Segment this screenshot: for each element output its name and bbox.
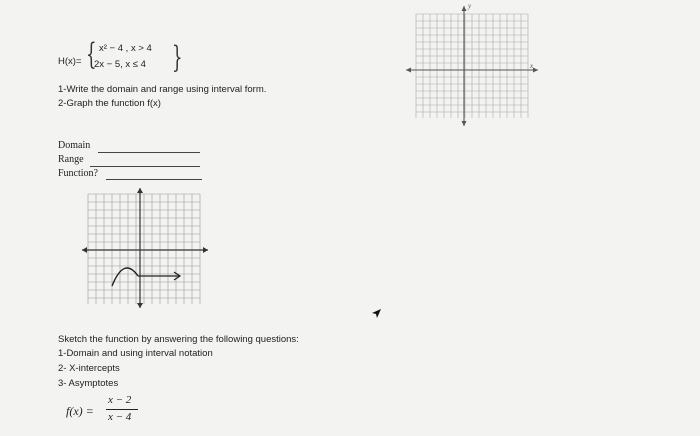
function-question-label: Function?	[58, 168, 98, 179]
right-brace: }	[172, 40, 183, 75]
range-label: Range	[58, 154, 84, 165]
domain-blank[interactable]	[98, 152, 200, 153]
piece-one: x² − 4 , x > 4	[99, 43, 152, 54]
sketch-heading: Sketch the function by answering the following questions:	[58, 334, 299, 345]
graph-top-right	[404, 4, 540, 128]
range-blank[interactable]	[90, 166, 200, 167]
top-graph-x-label: x	[530, 62, 534, 70]
question-asymptotes: 3- Asymptotes	[58, 378, 119, 389]
domain-label: Domain	[58, 140, 91, 151]
graph-middle	[80, 186, 212, 310]
fraction-bar	[106, 409, 138, 410]
function-blank[interactable]	[106, 179, 202, 180]
formula-lhs: f(x) =	[66, 404, 94, 418]
question-domain: 1-Domain and using interval notation	[58, 348, 213, 359]
function-label: H(x)=	[58, 56, 82, 67]
instruction-graph: 2-Graph the function f(x)	[58, 98, 161, 109]
mouse-cursor-icon	[372, 305, 381, 323]
formula-numerator: x − 2	[108, 394, 132, 406]
piece-two: 2x − 5, x ≤ 4	[94, 59, 146, 70]
question-x-intercepts: 2- X-intercepts	[58, 363, 120, 374]
left-brace: {	[86, 37, 97, 72]
formula-denominator: x − 4	[108, 411, 132, 423]
top-graph-y-label: y	[468, 2, 472, 10]
instruction-domain-range: 1-Write the domain and range using interval form.	[58, 84, 267, 95]
